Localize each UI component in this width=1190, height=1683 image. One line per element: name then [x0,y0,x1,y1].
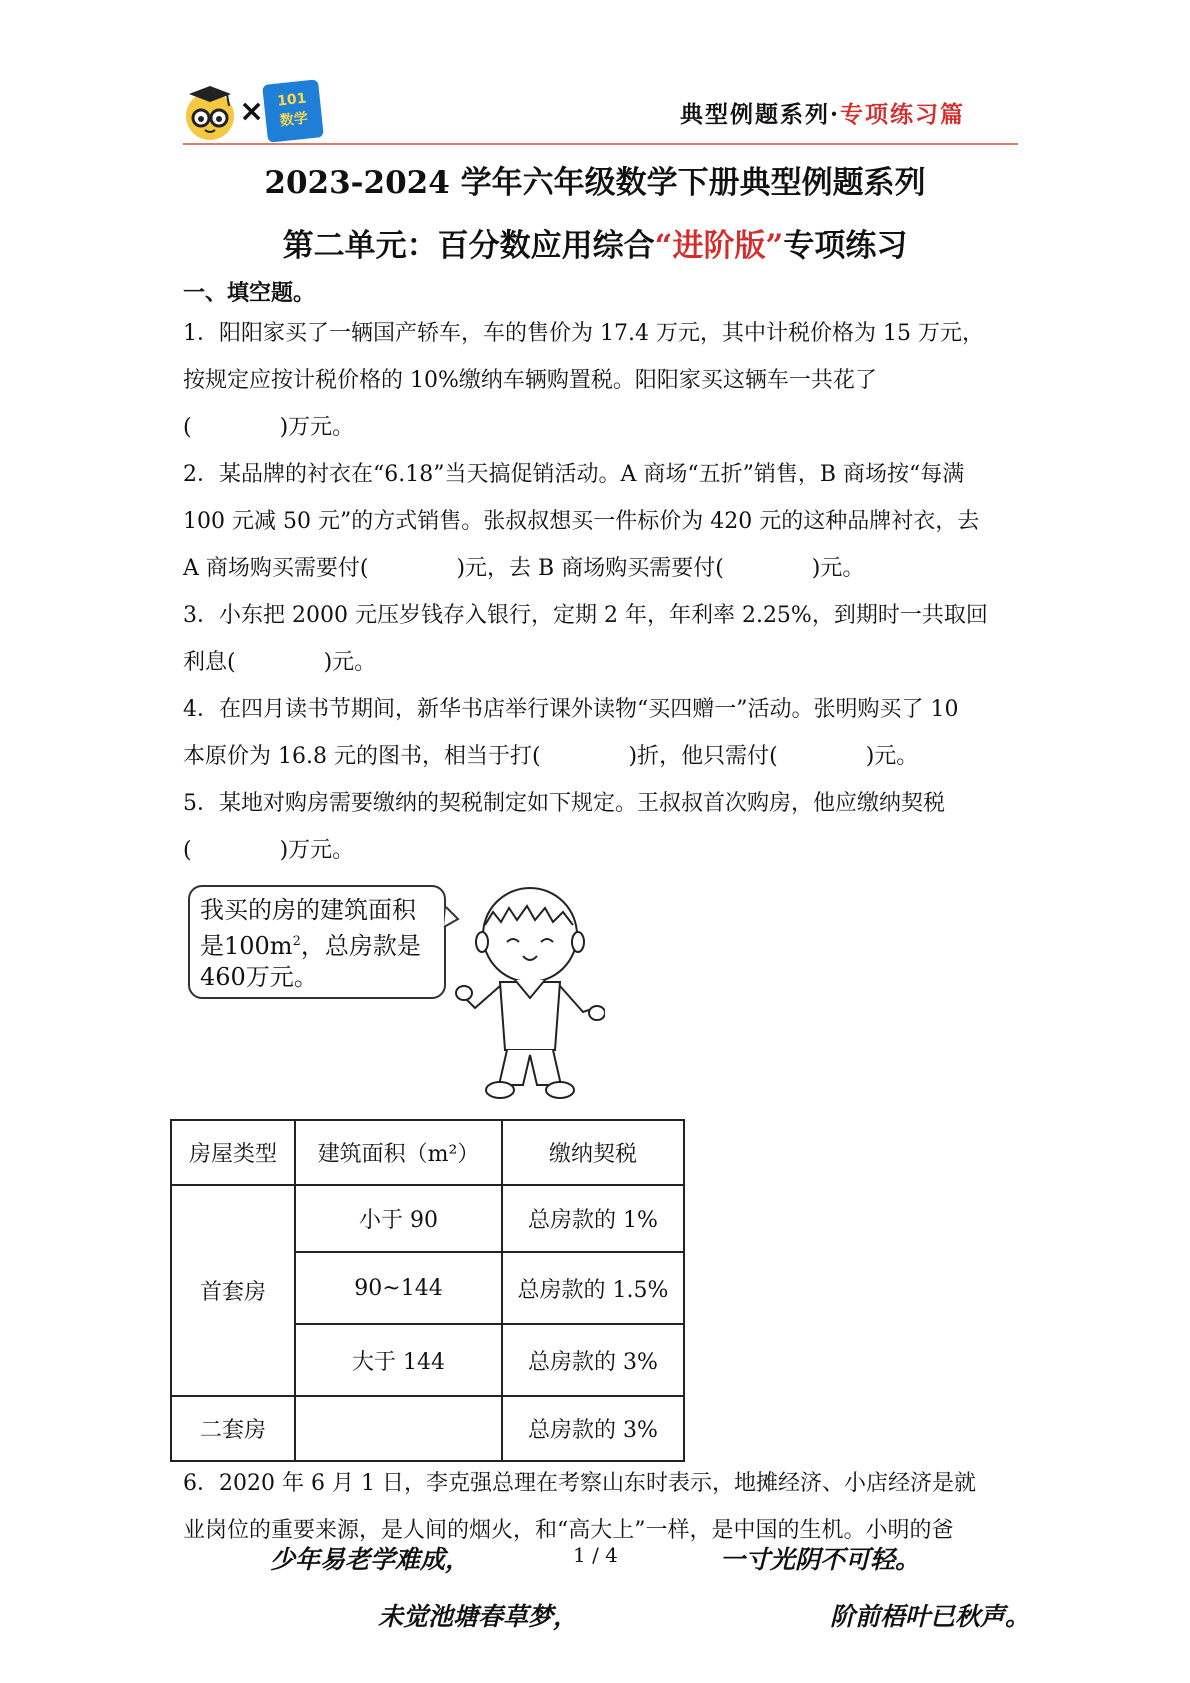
subtitle-part-a: 第二单元：百分数应用综合 [282,228,655,264]
header-logos [183,82,328,142]
question-2 [183,451,1023,592]
question-line: ( )万元。 [183,838,355,863]
table-row [171,1396,684,1461]
subtitle-part-b: 专项练习 [783,228,908,264]
question-line: A 商场购买需要付( )元，去 B 商场购买需要付( )元。 [183,556,865,581]
question-line: 本原价为 16.8 元的图书，相当于打( )折，他只需付( )元。 [183,744,919,769]
table-header: 建筑面积（m²） [295,1120,502,1185]
question-line: 100 元减 50 元”的方式销售。张叔叔想买一件标价为 420 元的这种品牌衬衣，去 [183,509,980,534]
table-cell-tax: 总房款的 3% [502,1324,684,1396]
table-cell-area: 小于 90 [295,1185,502,1252]
series-label-red: 专项练习篇 [840,101,966,128]
footer-poem-1: 少年易老学难成， [270,1545,471,1574]
table-cell-type: 首套房 [171,1185,295,1396]
table-row [171,1185,684,1252]
question-line: 5．某地对购房需要缴纳的契税制定如下规定。王叔叔首次购房，他应缴纳契税 [183,791,945,816]
question-3 [183,592,1023,686]
question-line: 业岗位的重要来源，是人间的烟火，和“高大上”一样，是中国的生机。小明的爸 [183,1518,954,1543]
footer-poem-4: 阶前梧叶已秋声。 [830,1602,1031,1631]
table-header: 房屋类型 [171,1120,295,1185]
table-cell-tax: 总房款的 3% [502,1396,684,1461]
section-heading: 一、填空题。 [183,280,316,306]
table-cell-tax: 总房款的 1% [502,1185,684,1252]
bubble-line-2: 是$100m^2$，总房款是 [200,932,421,960]
question-line: 1．阳阳家买了一辆国产轿车，车的售价为 17.4 万元，其中计税价格为 15 万元， [183,321,984,346]
times-symbol: × [239,94,265,129]
table-cell-tax: 总房款的 1.5% [502,1252,684,1324]
question-1 [183,310,1023,451]
page-title: 2023-2024 学年六年级数学下册典型例题系列 [264,165,926,201]
speech-bubble [188,885,446,999]
tax-table [170,1119,685,1462]
series-label-black: 典型例题系列· [680,101,841,128]
series-label [680,96,965,129]
question-line: 按规定应按计税价格的 10%缴纳车辆购置税。阳阳家买这辆车一共花了 [183,368,877,393]
subtitle-highlight: “进阶版” [654,228,784,264]
question-line: 3．小东把 2000 元压岁钱存入银行，定期 2 年，年利率 2.25%，到期时一共取回 [183,603,988,628]
page-subtitle [0,220,1190,265]
boy-illustration-icon [455,880,605,1102]
table-header-row [171,1120,684,1185]
bubble-line-3: 460万元。 [200,963,318,991]
question-line: 6．2020 年 6 月 1 日，李克强总理在考察山东时表示，地摊经济、小店经济是就 [183,1471,976,1496]
header-divider [183,143,1018,145]
table-cell-area: 90~144 [295,1252,502,1324]
brand-logo-icon [262,79,324,143]
question-line: 4．在四月读书节期间，新华书店举行课外读物“买四赠一”活动。张明购买了 10 [183,697,959,722]
footer-poem-2: 一寸光阴不可轻。 [720,1545,921,1574]
question-4 [183,686,1023,780]
question-line: 2．某品牌的衬衣在“6.18”当天搞促销活动。A 商场“五折”销售，B 商场按“每满 [183,462,965,487]
brand-logo-text: 101 数学 [276,90,309,130]
bubble-line-1: 我买的房的建筑面积 [200,896,416,924]
question-line: 利息( )元。 [183,650,377,675]
table-cell-area: 大于 144 [295,1324,502,1396]
table-header: 缴纳契税 [502,1120,684,1185]
table-cell-area [295,1396,502,1461]
table-cell-type: 二套房 [171,1396,295,1461]
footer-poem-3: 未觉池塘春草梦， [378,1602,579,1631]
question-line: ( )万元。 [183,415,355,440]
page-number: 1 / 4 [573,1543,618,1567]
question-5 [183,780,1023,874]
